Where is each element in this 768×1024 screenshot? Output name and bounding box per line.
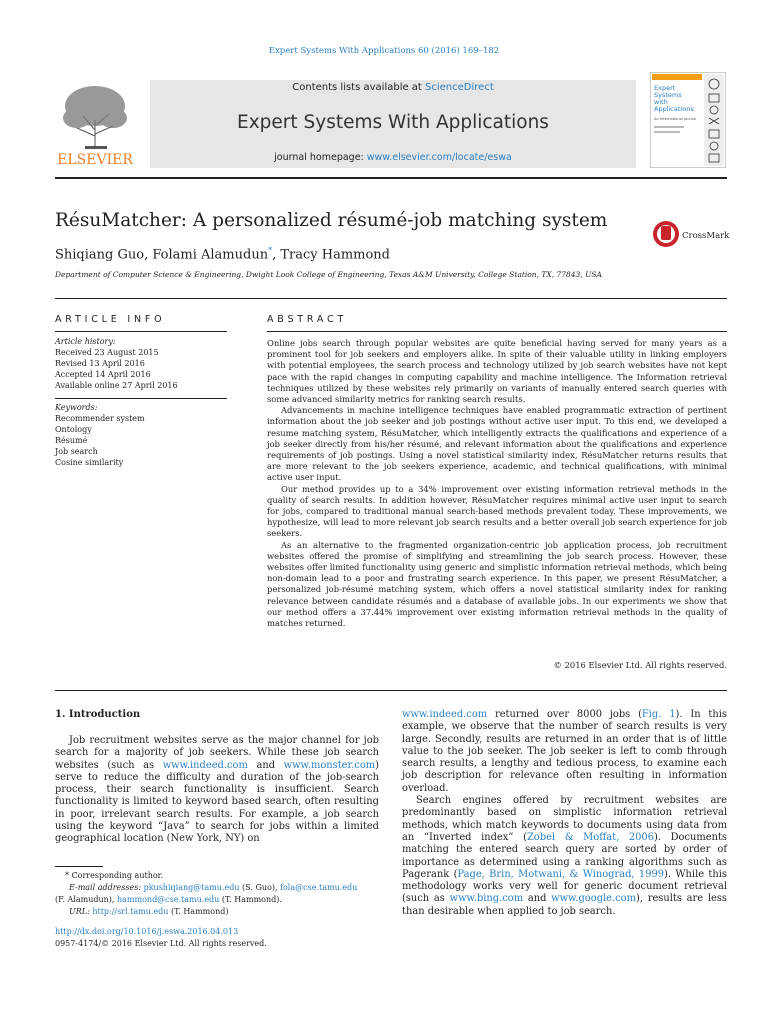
author-hammond: , Tracy Hammond bbox=[272, 247, 390, 263]
keywords-label: Keywords: bbox=[55, 403, 98, 412]
figure-1-link[interactable]: Fig. 1 bbox=[641, 709, 676, 720]
journal-cover-image bbox=[650, 72, 726, 168]
paper-title: RésuMatcher: A personalized résumé-job matching system bbox=[55, 210, 608, 231]
history-rule bbox=[55, 398, 227, 399]
abstract-heading: ABSTRACT bbox=[267, 314, 348, 325]
keyword-item: Ontology bbox=[55, 425, 92, 434]
indeed-link[interactable]: www.indeed.com bbox=[162, 759, 248, 771]
email-guo-link[interactable]: pkushiqiang@tamu.edu bbox=[143, 883, 240, 892]
footnote-rule bbox=[55, 866, 103, 867]
abstract-copyright: © 2016 Elsevier Ltd. All rights reserved. bbox=[553, 660, 727, 670]
crossmark-label: CrossMark bbox=[682, 231, 730, 241]
intro-right-column bbox=[402, 709, 727, 918]
journal-cover-thumbnail[interactable] bbox=[650, 72, 726, 168]
article-info-heading: ARTICLE INFO bbox=[55, 314, 166, 325]
homepage-link[interactable]: www.elsevier.com/locate/eswa bbox=[366, 152, 512, 163]
email-addresses: E-mail addresses: pkushiqiang@tamu.edu (S. Guo), fola@cse.tamu.edu bbox=[69, 883, 358, 892]
journal-title: Expert Systems With Applications bbox=[237, 112, 549, 133]
google-link[interactable]: www.google.com bbox=[551, 893, 636, 905]
svg-text:Systems: Systems bbox=[654, 91, 682, 99]
email-alamudun-link[interactable]: fola@cse.tamu.edu bbox=[280, 883, 358, 892]
svg-text:An International Journal: An International Journal bbox=[654, 117, 697, 121]
svg-text:with: with bbox=[654, 98, 668, 106]
author-guo: Shiqiang Guo, bbox=[55, 247, 153, 263]
keyword-item: Résumé bbox=[55, 436, 88, 445]
history-accepted: Accepted 14 April 2016 bbox=[55, 370, 151, 379]
monster-link[interactable]: www.monster.com bbox=[283, 759, 376, 771]
intro-paragraph-1: Job recruitment websites serve as the major channel for job search for a majority of job seekers. While these job search websites (such as www.indeed.com and www.monster.com) serve to reduce the difficulty and duration of the job-search process, their search functionality is insufficient. Search functionality is limited to keyword based search, often resulting in poor, irrelevant search results. For example, a job search using the keyword “Java” to search for jobs within a limited geographical location (New York, NY) on bbox=[55, 735, 379, 845]
intro-left-column bbox=[55, 735, 379, 846]
email-hammond-link[interactable]: hammond@cse.tamu.edu bbox=[117, 895, 220, 904]
keyword-item: Recommender system bbox=[55, 414, 145, 423]
history-label: Article history: bbox=[55, 337, 116, 346]
contents-line bbox=[150, 82, 636, 93]
corresponding-author-mark[interactable]: * bbox=[268, 246, 273, 255]
affiliation: Department of Computer Science & Engineering, Dwight Look College of Engineering, Texas A&M University, College Station, TX, 77843, USA bbox=[55, 270, 602, 279]
keywords-block bbox=[55, 402, 227, 468]
history-revised: Revised 13 April 2016 bbox=[55, 359, 145, 368]
author-url: URL: http://srl.tamu.edu (T. Hammond) bbox=[69, 907, 229, 916]
email-addresses-cont: (F. Alamudun), hammond@cse.tamu.edu (T. Hammond). bbox=[55, 895, 282, 904]
keyword-item: Cosine similarity bbox=[55, 458, 124, 467]
journal-reference[interactable]: Expert Systems With Applications 60 (2016) 169–182 bbox=[268, 46, 500, 56]
elsevier-tree-icon bbox=[55, 78, 135, 168]
history-online: Available online 27 April 2016 bbox=[55, 381, 178, 390]
doi-link[interactable]: http://dx.doi.org/10.1016/j.eswa.2016.04.013 bbox=[55, 927, 239, 936]
elsevier-logo bbox=[55, 78, 135, 168]
abstract-paragraph: Online jobs search through popular websites are quite beneficial having served for many years as a prominent tool for job seekers and employers alike. In spite of their valuable utility in linking employers with potential employees, the search process and technology utilized by job search websites have not kept pace with the rapid changes in computing capability and machine intelligence. The Information retrieval techniques utilized by these websites rely primarily on variants of manually entered search queries with some advanced similarity metrics for ranking search results. bbox=[267, 338, 727, 405]
masthead-rule bbox=[55, 177, 727, 179]
abstract-paragraph: As an alternative to the fragmented organization-centric job application process, job recruitment websites offered the promise of simplifying and streamlining the job search process. However, these websites offer limited functionality using generic and simplistic information retrieval methods, which being non-domain lead to a poor and frustrating search experience. In this paper, we present RésuMatcher, a personalized job-résumé matching system, which offers a novel statistical similarity index for ranking relevance between candidate résumés and a database of available jobs. In our experiments we show that our method offers a 37.44% improvement over existing information retrieval methods in the quality of matches returned. bbox=[267, 539, 727, 629]
sciencedirect-link[interactable]: ScienceDirect bbox=[425, 82, 494, 93]
crossmark-badge[interactable] bbox=[652, 220, 732, 248]
history-received: Received 23 August 2015 bbox=[55, 348, 159, 357]
footnotes bbox=[55, 870, 385, 918]
svg-text:Expert: Expert bbox=[654, 84, 676, 92]
abstract-rule bbox=[267, 331, 727, 332]
homepage-line bbox=[150, 152, 636, 163]
crossmark-icon bbox=[652, 220, 732, 248]
abstract-body bbox=[267, 338, 727, 629]
intro-paragraph-3: Search engines offered by recruitment websites are predominantly based on simplistic information retrieval methods, which match keywords to documents using data from an “Inverted index” (Zobel & Moffat, 2006). Documents matching the entered search query are sorted by order of importance as determined using a ranking algorithms such as Pagerank (Page, Brin, Motwani, & Winograd, 1999). While this methodology works very well for generic document retrieval (such as www.bing.com and www.google.com), results are less than desirable when applied to job search. bbox=[402, 795, 727, 917]
bing-link[interactable]: www.bing.com bbox=[449, 893, 524, 905]
corresponding-author-note: * Corresponding author. bbox=[65, 871, 164, 880]
citation-page-link[interactable]: Page, Brin, Motwani, & Winograd, 1999 bbox=[457, 868, 665, 880]
srl-url-link[interactable]: http://srl.tamu.edu bbox=[92, 907, 169, 916]
citation-zobel-link[interactable]: Zobel & Moffat, 2006 bbox=[526, 831, 654, 843]
elsevier-wordmark: ELSEVIER bbox=[57, 152, 133, 168]
abstract-paragraph: Advancements in machine intelligence techniques have enabled programmatic extraction of pertinent information about the job seeker and job postings without active user input. To this end, we developed a resume matching system, RésuMatcher, which intelligently extracts the qualifications and experience of a job seeker directly from his/her résumé, and relevant information about the qualifications and experience requirements of job postings. Using a novel statistical similarity index, RésuMatcher returns results that are more relevant to the job seekers experience, academic, and technical qualifications, with minimal active user input. bbox=[267, 405, 727, 483]
svg-text:Applications: Applications bbox=[654, 105, 694, 113]
author-alamudun: Folami Alamudun bbox=[152, 247, 269, 263]
body-rule bbox=[55, 690, 727, 691]
section-heading-introduction: 1. Introduction bbox=[55, 709, 141, 720]
issn-line: 0957-4174/© 2016 Elsevier Ltd. All rights reserved. bbox=[55, 939, 267, 948]
author-list bbox=[55, 246, 390, 262]
intro-paragraph-2: www.indeed.com returned over 8000 jobs (Fig. 1). In this example, we observe that the number of search results is very large. Secondly, results are returned in an order that is of little value to the job seeker. The job seeker is left to comb through search results, a lengthy and tedious process, to examine each job description for relevance often resulting in information overload. bbox=[402, 709, 727, 794]
indeed-link[interactable]: www.indeed.com bbox=[402, 709, 488, 720]
contents-prefix: Contents lists available at bbox=[292, 82, 426, 93]
header-rule bbox=[55, 298, 727, 299]
homepage-prefix: journal homepage: bbox=[274, 152, 367, 163]
article-info-rule bbox=[55, 331, 227, 332]
abstract-paragraph: Our method provides up to a 34% improvement over existing information retrieval methods in the quality of search results. In addition however, RésuMatcher requires minimal active user input to search for jobs, compared to traditional manual search-based methods prevalent today. These improvements, we hypothesize, will lead to more relevant job search results and a better overall job search experience for job seekers. bbox=[267, 483, 727, 539]
article-history bbox=[55, 336, 227, 391]
keyword-item: Job search bbox=[55, 447, 98, 456]
